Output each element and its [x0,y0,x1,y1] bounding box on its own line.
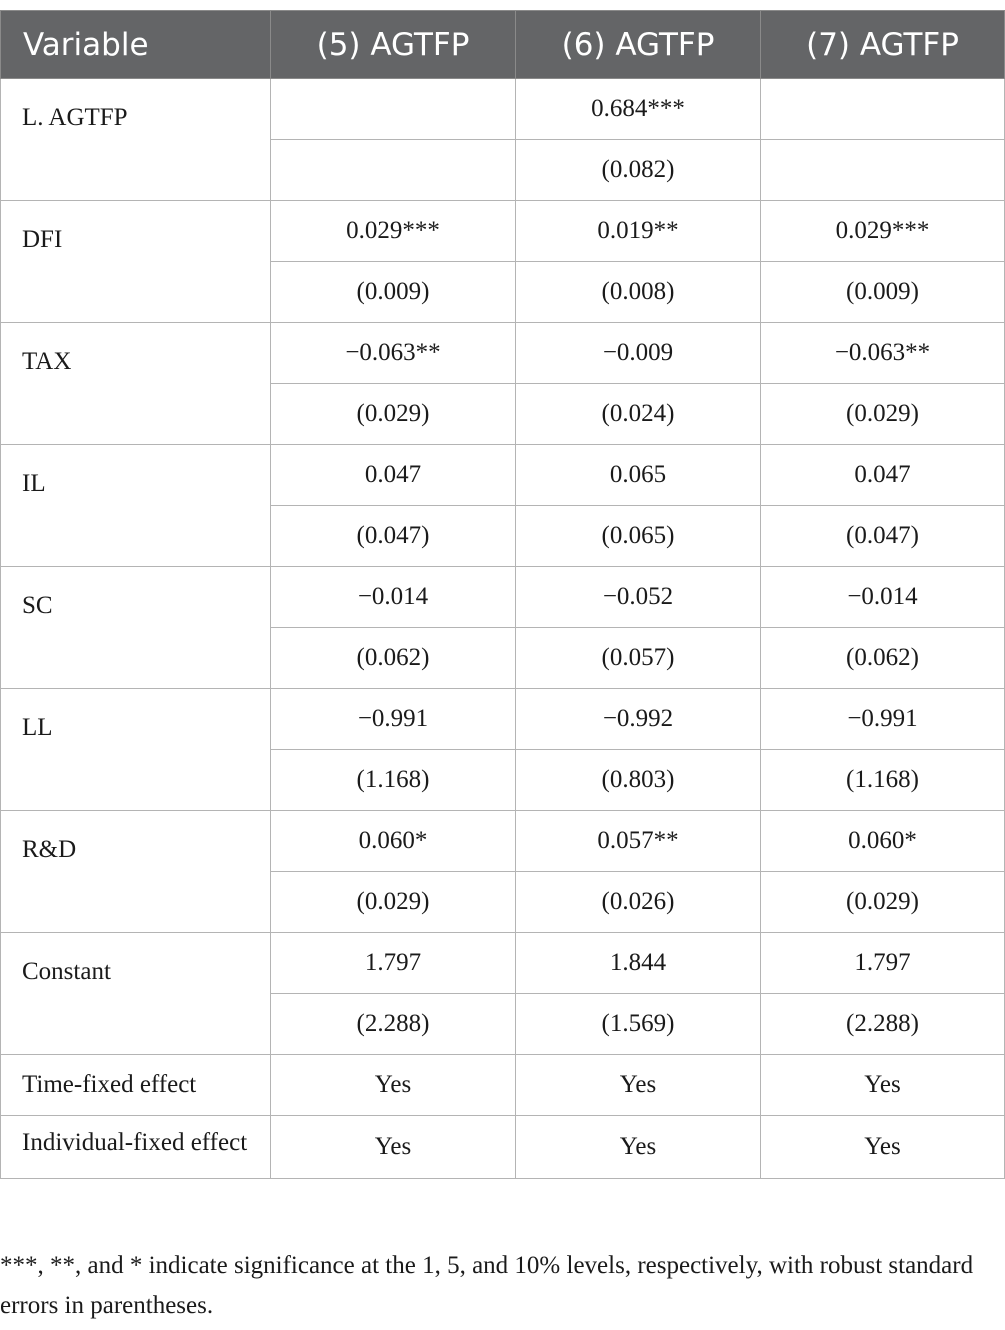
se-cell [761,140,1005,201]
table-row-coef [1,811,1005,872]
variable-name: L. AGTFP [1,79,271,201]
se-cell: (0.082) [516,140,761,201]
header-row [1,11,1005,79]
se-cell: (1.168) [761,750,1005,811]
coef-cell [271,79,516,140]
coef-cell: 0.684*** [516,79,761,140]
coef-cell: −0.052 [516,567,761,628]
table-footnote: ***, **, and * indicate significance at the 1, 5, and 10% levels, respectively, with robust standard errors in parentheses. [0,1252,974,1319]
coef-cell: −0.063** [271,323,516,384]
coef-cell: 0.029*** [761,201,1005,262]
coef-cell: 1.797 [761,933,1005,994]
se-cell: (0.029) [761,872,1005,933]
coef-cell: 0.065 [516,445,761,506]
se-cell: (0.803) [516,750,761,811]
header-col-5: (5) AGTFP [271,11,516,79]
coef-cell: 1.797 [271,933,516,994]
se-cell: (0.029) [271,384,516,445]
se-cell: (0.062) [271,628,516,689]
coef-cell: −0.991 [271,689,516,750]
table-row-coef [1,79,1005,140]
table-row-coef [1,201,1005,262]
coef-cell: −0.009 [516,323,761,384]
fixed-effect-name: Individual-fixed effect [1,1116,271,1179]
fixed-effect-value: Yes [761,1055,1005,1116]
table-row-coef [1,445,1005,506]
variable-name: LL [1,689,271,811]
coef-cell: 0.047 [761,445,1005,506]
fixed-effect-value: Yes [516,1116,761,1179]
fixed-effect-value: Yes [271,1116,516,1179]
table-row-coef [1,323,1005,384]
table-row-coef [1,933,1005,994]
se-cell: (1.569) [516,994,761,1055]
fixed-effect-name: Time-fixed effect [1,1055,271,1116]
se-cell: (0.062) [761,628,1005,689]
se-cell: (0.047) [761,506,1005,567]
table-body [1,79,1005,1179]
coef-cell: −0.014 [271,567,516,628]
fixed-effect-value: Yes [516,1055,761,1116]
table-row-coef [1,689,1005,750]
se-cell: (0.009) [271,262,516,323]
variable-name: SC [1,567,271,689]
se-cell: (0.029) [761,384,1005,445]
coef-cell: −0.014 [761,567,1005,628]
se-cell: (2.288) [761,994,1005,1055]
fixed-effect-value: Yes [761,1116,1005,1179]
se-cell: (0.008) [516,262,761,323]
table-row-fixed [1,1055,1005,1116]
header-col-7: (7) AGTFP [761,11,1005,79]
se-cell [271,140,516,201]
coef-cell: 1.844 [516,933,761,994]
fixed-effect-value: Yes [271,1055,516,1116]
se-cell: (1.168) [271,750,516,811]
header-col-6: (6) AGTFP [516,11,761,79]
coef-cell: 0.060* [271,811,516,872]
coef-cell: −0.991 [761,689,1005,750]
se-cell: (0.026) [516,872,761,933]
table-row-coef [1,567,1005,628]
variable-name: TAX [1,323,271,445]
variable-name: IL [1,445,271,567]
se-cell: (0.029) [271,872,516,933]
se-cell: (0.024) [516,384,761,445]
coef-cell: 0.029*** [271,201,516,262]
se-cell: (2.288) [271,994,516,1055]
coef-cell: 0.019** [516,201,761,262]
coef-cell: 0.047 [271,445,516,506]
table-row-fixed [1,1116,1005,1179]
coef-cell: 0.057** [516,811,761,872]
coef-cell: −0.992 [516,689,761,750]
coef-cell [761,79,1005,140]
se-cell: (0.047) [271,506,516,567]
se-cell: (0.009) [761,262,1005,323]
se-cell: (0.065) [516,506,761,567]
variable-name: DFI [1,201,271,323]
table-header [1,11,1005,79]
variable-name: R&D [1,811,271,933]
variable-name: Constant [1,933,271,1055]
se-cell: (0.057) [516,628,761,689]
regression-table [0,10,1005,1179]
header-variable: Variable [1,11,271,79]
coef-cell: −0.063** [761,323,1005,384]
coef-cell: 0.060* [761,811,1005,872]
